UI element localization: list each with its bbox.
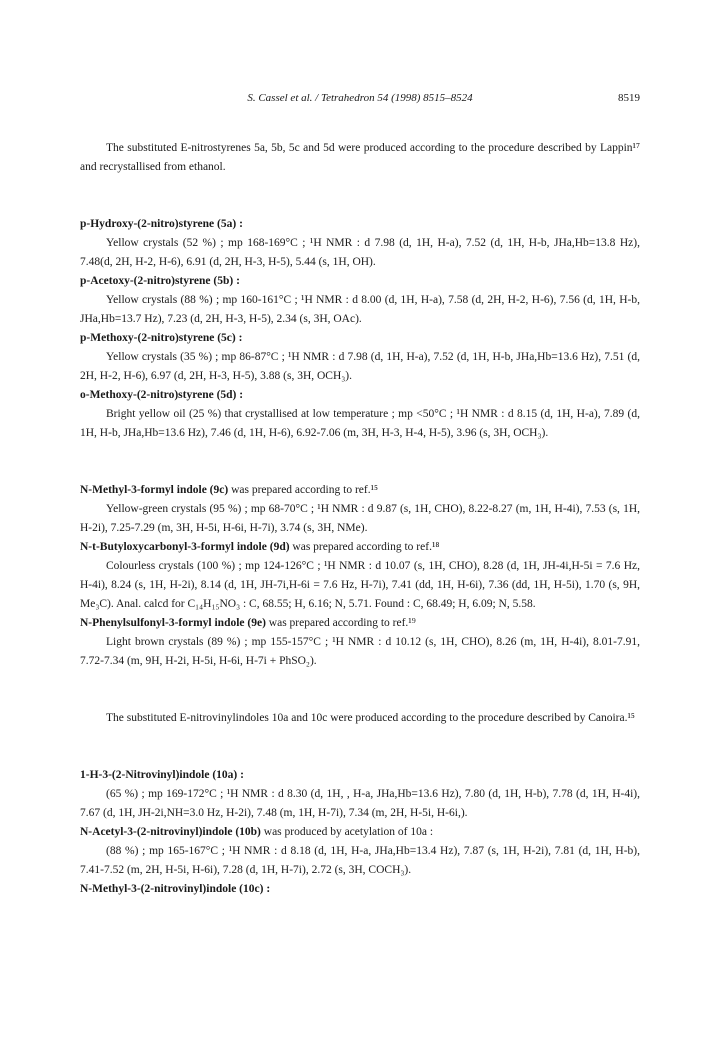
compound-heading: [80, 481, 640, 500]
journal-citation: S. Cassel et al. / Tetrahedron 54 (1998) 8515–8524: [247, 92, 473, 104]
nitrovinylindole-compounds: [80, 766, 640, 899]
compound-source: was prepared according to ref.¹⁵: [228, 484, 379, 496]
compound-data: Yellow crystals (88 %) ; mp 160-161°C ; ¹H NMR : d 8.00 (d, 1H, H-a), 7.58 (d, 2H, H-2, H-6), 7.56 (d, 1H, H-b, JHa,Hb=13.7 Hz), 7.23 (d, 2H, H-3, H-5), 2.34 (s, 3H, OAc).: [80, 294, 640, 325]
compound-heading: [80, 823, 640, 842]
compound-name: N-t-Butyloxycarbonyl-3-formyl indole (9d): [80, 541, 290, 553]
compound-heading: o-Methoxy-(2-nitro)styrene (5d) :: [80, 389, 244, 401]
compound-entry: [80, 880, 640, 899]
styrene-compounds: [80, 215, 640, 443]
compound-entry: [80, 766, 640, 823]
compound-name: N-Methyl-3-(2-nitrovinyl)indole (10c) :: [80, 883, 271, 895]
compound-name: N-Acetyl-3-(2-nitrovinyl)indole (10b): [80, 826, 261, 838]
compound-data: Yellow-green crystals (95 %) ; mp 68-70°C ; ¹H NMR : d 9.87 (s, 1H, CHO), 8.22-8.27 (m, 1H, H-4i), 7.53 (s, 1H, H-2i), 7.25-7.29 (m, 3H, H-5i, H-6i, H-7i), 3.74 (s, 3H, NMe).: [80, 503, 640, 534]
compound-data: Light brown crystals (89 %) ; mp 155-157°C ; ¹H NMR : d 10.12 (s, 1H, CHO), 8.26 (m, 1H, H-4i), 8.01-7.91, 7.72-7.34 (m, 9H, H-2i, H-5i, H-6i, H-7i + PhSO₂).: [80, 636, 640, 667]
compound-heading: p-Methoxy-(2-nitro)styrene (5c) :: [80, 332, 243, 344]
compound-entry: [80, 215, 640, 272]
compound-source: was prepared according to ref.¹⁹: [265, 617, 416, 629]
compound-heading: p-Acetoxy-(2-nitro)styrene (5b) :: [80, 275, 240, 287]
compound-name: N-Methyl-3-formyl indole (9c): [80, 484, 229, 496]
compound-data: Bright yellow oil (25 %) that crystallised at low temperature ; mp <50°C ; ¹H NMR : d 8.15 (d, 1H, H-a), 7.89 (d, 1H, H-b, JHa,Hb=13.6 Hz), 7.46 (d, 1H, H-6), 6.92-7.06 (m, 3H, H-3, H-4, H-5), 3.96 (s, 3H, OCH₃).: [80, 408, 640, 439]
compound-data: Colourless crystals (100 %) ; mp 124-126°C ; ¹H NMR : d 10.07 (s, 1H, CHO), 8.28 (d, 1H, JH-4i,H-5i = 7.6 Hz, H-4i), 8.24 (s, 1H, H-2i), 8.14 (d, 1H, JH-7i,H-6i = 7.6 Hz, H-7i), 7.41 (dd, 1H, H-6i), 7.36 (dd, 1H, H-5i), 1.70 (s, 9H, Me₃C). Anal. calcd for C₁₄H₁₅NO₃ : C, 68.55; H, 6.16; N, 5.71. Found : C, 68.49; H, 6.09; N, 5.58.: [80, 560, 640, 610]
compound-entry: [80, 272, 640, 329]
compound-heading: [80, 538, 640, 557]
compound-source: was produced by acetylation of 10a :: [260, 826, 434, 838]
compound-heading: [80, 880, 640, 899]
running-head: [80, 92, 640, 108]
compound-source: was prepared according to ref.¹⁸: [289, 541, 440, 553]
intro-indoles-paragraph: The substituted E-nitrovinylindoles 10a and 10c were produced according to the procedure described by Canoira.¹⁵: [106, 712, 635, 724]
compound-data: (65 %) ; mp 169-172°C ; ¹H NMR : d 8.30 (d, 1H, , H-a, JHa,Hb=13.6 Hz), 7.80 (d, 1H, H-b), 7.78 (d, 1H, H-4i), 7.67 (d, 1H, JH-2i,NH=3.0 Hz, H-2i), 7.48 (m, 1H, H-7i), 7.34 (m, 2H, H-5i, H-6i,).: [80, 788, 640, 819]
compound-entry: [80, 614, 640, 671]
compound-data: (88 %) ; mp 165-167°C ; ¹H NMR : d 8.18 (d, 1H, H-a, JHa,Hb=13.4 Hz), 7.87 (s, 1H, H-2i), 7.81 (d, 1H, H-b), 7.41-7.52 (m, 2H, H-5i, H-6i), 7.28 (d, 1H, H-7i), 2.72 (s, 3H, COCH₃).: [80, 845, 640, 876]
compound-name: N-Phenylsulfonyl-3-formyl indole (9e): [80, 617, 266, 629]
compound-data: Yellow crystals (52 %) ; mp 168-169°C ; ¹H NMR : d 7.98 (d, 1H, H-a), 7.52 (d, 1H, H-b, JHa,Hb=13.8 Hz), 7.48(d, 2H, H-2, H-6), 6.91 (d, 2H, H-3, H-5), 5.44 (s, 1H, OH).: [80, 237, 640, 268]
compound-entry: [80, 481, 640, 538]
compound-entry: [80, 329, 640, 386]
article-body: [80, 139, 640, 899]
compound-name: 1-H-3-(2-Nitrovinyl)indole (10a) :: [80, 769, 244, 781]
compound-heading: p-Hydroxy-(2-nitro)styrene (5a) :: [80, 218, 243, 230]
compound-heading: [80, 766, 640, 785]
compound-entry: [80, 823, 640, 880]
page-number: 8519: [618, 92, 640, 104]
indole-aldehyde-compounds: [80, 481, 640, 671]
compound-entry: [80, 386, 640, 443]
compound-entry: [80, 538, 640, 614]
intro-styrenes-paragraph: The substituted E-nitrostyrenes 5a, 5b, 5c and 5d were produced according to the procedure described by Lappin¹⁷ and recrystallised from ethanol.: [80, 142, 640, 173]
compound-heading: [80, 614, 640, 633]
compound-data: Yellow crystals (35 %) ; mp 86-87°C ; ¹H NMR : d 7.98 (d, 1H, H-a), 7.52 (d, 1H, H-b, JHa,Hb=13.6 Hz), 7.51 (d, 2H, H-2, H-6), 6.97 (d, 2H, H-3, H-5), 3.88 (s, 3H, OCH₃).: [80, 351, 640, 382]
